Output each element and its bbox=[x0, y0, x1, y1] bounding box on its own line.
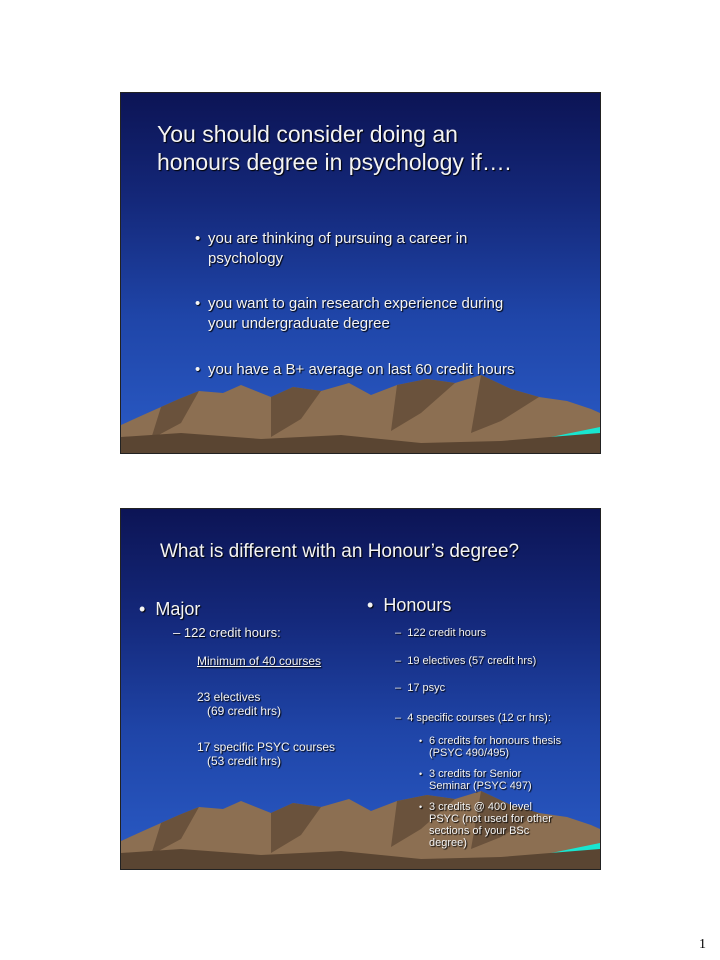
honours-item bbox=[395, 682, 445, 694]
bullet-text: you want to gain research experience during bbox=[208, 295, 504, 312]
honours-subitem bbox=[419, 735, 561, 759]
major-psyc-hours: (53 credit hrs) bbox=[207, 754, 282, 768]
slide-2-title: What is different with an Honour’s degree? bbox=[160, 541, 520, 562]
slide-2 bbox=[120, 508, 601, 870]
honours-item-text: 122 credit hours bbox=[407, 627, 487, 639]
bullet-glyph: • bbox=[139, 599, 146, 619]
honours-subitem bbox=[419, 768, 532, 792]
subitem-text: 3 credits @ 400 level bbox=[429, 801, 532, 813]
major-heading bbox=[139, 599, 200, 620]
bullet-text: psychology bbox=[208, 250, 284, 267]
bullet-glyph: • bbox=[195, 295, 201, 312]
honours-item-text: 19 electives (57 credit hrs) bbox=[407, 655, 537, 667]
major-psyc-courses: 17 specific PSYC courses bbox=[197, 740, 336, 754]
honours-heading bbox=[367, 595, 451, 616]
dash-glyph: – bbox=[395, 682, 402, 694]
honours-item-text: 17 psyc bbox=[407, 682, 446, 694]
subitem-text: PSYC (not used for other bbox=[429, 813, 552, 825]
slide-1 bbox=[120, 92, 601, 454]
subitem-text: degree) bbox=[429, 837, 467, 849]
title-line-1: You should consider doing an bbox=[157, 121, 458, 147]
major-electives: 23 electives bbox=[197, 690, 261, 704]
subitem-text: 3 credits for Senior bbox=[429, 768, 522, 780]
major-heading-text: Major bbox=[155, 599, 201, 619]
bullet-glyph: • bbox=[419, 736, 423, 746]
bullet-glyph: • bbox=[367, 595, 374, 615]
subitem-text: 6 credits for honours thesis bbox=[429, 735, 562, 747]
major-min-courses: Minimum of 40 courses bbox=[197, 654, 322, 668]
bullet-glyph: • bbox=[195, 361, 201, 378]
bullet-text: you have a B+ average on last 60 credit hours bbox=[208, 361, 515, 378]
dash-glyph: – bbox=[395, 655, 402, 667]
honours-item bbox=[395, 655, 536, 667]
slide-1-title bbox=[157, 120, 577, 176]
dash-glyph: – bbox=[395, 627, 402, 639]
honours-item bbox=[395, 712, 551, 724]
subitem-text: Seminar (PSYC 497) bbox=[429, 780, 532, 792]
honours-heading-text: Honours bbox=[383, 595, 452, 615]
major-credit-hours bbox=[173, 625, 281, 640]
honours-subitem bbox=[419, 801, 552, 849]
page-number: 1 bbox=[699, 937, 706, 952]
subitem-text: sections of your BSc bbox=[429, 825, 530, 837]
bullet-item bbox=[197, 294, 537, 334]
major-credit-hours-text: 122 credit hours: bbox=[183, 625, 281, 640]
major-electives-hours: (69 credit hrs) bbox=[207, 704, 282, 718]
bullet-text: your undergraduate degree bbox=[208, 315, 390, 332]
honours-item-text: 4 specific courses (12 cr hrs): bbox=[407, 712, 551, 724]
subitem-text: (PSYC 490/495) bbox=[429, 747, 510, 759]
bullet-glyph: • bbox=[419, 769, 423, 779]
bullet-item bbox=[197, 229, 537, 269]
bullet-item bbox=[197, 360, 537, 380]
bullet-text: you are thinking of pursuing a career in bbox=[208, 230, 468, 247]
dash-glyph: – bbox=[395, 712, 402, 724]
dash-glyph: – bbox=[173, 625, 181, 640]
bullet-glyph: • bbox=[419, 802, 423, 812]
honours-item bbox=[395, 627, 486, 639]
bullet-glyph: • bbox=[195, 230, 201, 247]
title-line-2: honours degree in psychology if…. bbox=[157, 149, 512, 175]
